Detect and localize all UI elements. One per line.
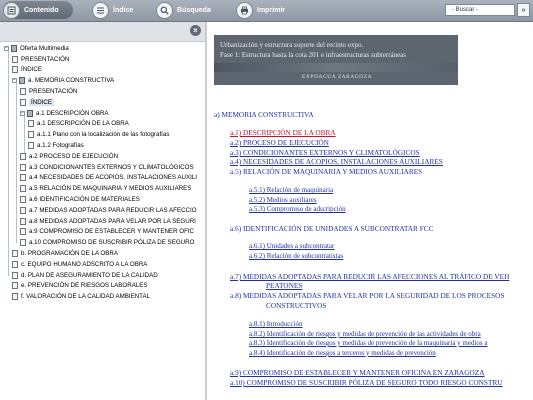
document-pane [209,22,533,400]
contenido-label: Contenido [24,6,59,14]
page-icon [28,120,34,127]
page-icon [28,142,34,149]
document-banner [214,35,458,85]
imprimir-button[interactable] [236,1,285,20]
link-a9[interactable]: a.9) COMPROMISO DE ESTABLECER Y MANTENER OFICINA EN ZARAGOZA [230,368,485,377]
book-icon [19,77,25,84]
toc-pane [0,22,207,400]
page-icon [20,207,26,214]
heading-a8: a.8) MEDIDAS ADOPTADAS PARA VELAR POR LA SEGURIDAD DE LOS PROCESOS [230,291,505,300]
page-icon [20,185,26,192]
tree-item-a2[interactable]: a.2 PROCESO DE EJECUCIÓN [0,151,207,162]
page-icon [20,153,26,160]
tree-item-memoria-indice[interactable]: ÍNDICE [0,97,207,108]
tree-item-a4[interactable]: a.4 NECESIDADES DE ACOPIOS. INSTALACIONES AUXILI [0,173,207,184]
page-icon [20,196,26,203]
main-toolbar [0,0,533,22]
page-icon [12,272,18,279]
link-a3[interactable]: a.3) CONDICIONANTES EXTERNOS Y CLIMATOLÓGICOS [230,148,420,157]
page-icon [20,218,26,225]
book-icon [27,110,33,117]
tree-item-a11-plano[interactable]: a.1.1 Plano con la localización de las fotografías [0,129,207,140]
page-icon [12,250,18,257]
close-icon[interactable]: × [190,25,201,36]
tree-item-indice[interactable]: ÍNDICE [0,65,207,76]
toc-header [0,22,205,42]
link-a84[interactable]: a.8.4) Identificación de riesgos a terceros y medidas de prevención [249,349,436,357]
page-icon [20,88,26,95]
imprimir-label: Imprimir [257,7,286,14]
banner-image [214,63,458,72]
tree-item-a8[interactable]: a.8 MEDIDAS ADOPTADAS PARA VELAR POR LA SEGURI [0,216,207,227]
tree-item-presentacion[interactable]: PRESENTACIÓN [0,54,207,65]
page-icon [12,66,18,73]
page-icon [12,261,18,268]
tree-item-a10[interactable]: a.10 COMPROMISO DE SUSCRIBIR PÓLIZA DE SEGURO [0,237,207,248]
tree-item-a7[interactable]: a.7 MEDIDAS ADOPTADAS PARA REDUCIR LAS AFECCIO [0,205,207,216]
link-a7[interactable]: a.7) MEDIDAS ADOPTADAS PARA REDUCIR LAS AFECCIONES AL TRÁFICO DE VEH [230,272,510,281]
toc-tree [0,43,207,302]
link-a51[interactable]: a.5.1) Relación de maquinaria [249,186,334,194]
tree-item-f-ambiental[interactable]: f. VALORACIÓN DE LA CALIDAD AMBIENTAL [0,291,207,302]
link-a53[interactable]: a.5.3) Compromiso de adscripción [249,205,346,213]
link-a52[interactable]: a.5.2) Medios auxiliares [249,196,317,204]
tree-item-c-equipo[interactable]: c. EQUIPO HUMANO ADSCRITO A LA OBRA [0,259,207,270]
search-input[interactable]: - Buscar - [445,4,515,16]
link-a2[interactable]: a.2) PROCESO DE EJECUCIÓN [230,138,329,147]
tree-item-a6[interactable]: a.6 IDENTIFICACIÓN DE MATERIALES [0,194,207,205]
contents-icon [3,2,20,19]
tree-item-a12-fotografias[interactable]: a.1.2 Fotografías [0,140,207,151]
link-a1[interactable]: a.1) DESCRIPCIÓN DE LA OBRA [230,128,336,137]
search-go-button[interactable]: » [517,3,530,17]
index-icon [92,2,109,19]
tree-item-memoria-constructiva[interactable]: − a. MEMORIA CONSTRUCTIVA [13,77,115,85]
link-a61[interactable]: a.6.1) Unidades a subcontratar [249,242,335,250]
tree-item-memoria-presentacion[interactable]: PRESENTACIÓN [0,86,207,97]
tree-item-a5[interactable]: a.5 RELACIÓN DE MAQUINARIA Y MEDIOS AUXILIARES [0,183,207,194]
link-a81[interactable]: a.8.1) Introducción [249,320,303,328]
busqueda-label: Búsqueda [177,7,211,14]
link-a4[interactable]: a.4) NECESIDADES DE ACOPIOS, INSTALACIONES AUXILIARES [230,157,443,166]
page-icon [20,164,26,171]
page-icon [12,293,18,300]
book-icon [11,45,17,52]
link-a82[interactable]: a.8.2) Identificación de riesgos y medidas de prevención de las actividades de obra [249,330,481,338]
link-a83[interactable]: a.8.3) Identificación de riesgos y medidas de prevención de la maquinaria y medios a [249,339,488,347]
search-icon [156,2,173,19]
indice-tab[interactable] [92,1,133,20]
heading-a8-cont: CONSTRUCTIVOS [266,301,327,310]
page-icon [28,131,34,138]
tree-item-a9[interactable]: a.9 COMPROMISO DE ESTABLECER Y MANTENER OFIC [0,227,207,238]
contenido-tab[interactable] [3,1,73,19]
banner-subtitle: Fase 1: Estructura hasta la cota 201 e infraestructuras subterráneas [220,51,407,59]
link-a7-cont[interactable]: PEATONES [266,281,303,290]
page-icon [20,99,26,106]
page-icon [20,239,26,246]
link-a10[interactable]: a.10) COMPROMISO DE SUSCRIBIR PÓLIZA DE SEGURO TODO RIESGO CONSTRU [230,378,503,387]
tree-item-e-prevencion[interactable]: e. PREVENCIÓN DE RIESGOS LABORALES [0,281,207,292]
busqueda-tab[interactable] [156,1,211,20]
tree-item-a1-descripcion[interactable]: a.1 DESCRIPCIÓN DE LA OBRA [0,119,207,130]
page-icon [20,228,26,235]
tree-item-a1-descripcion-obra[interactable]: − a.1 DESCRIPCIÓN OBRA [21,109,109,117]
heading-a5: a.5) RELACIÓN DE MAQUINARIA Y MEDIOS AUXILIARES [230,167,423,176]
tree-item-b-programacion[interactable]: b. PROGRAMACIÓN DE LA OBRA [0,248,207,259]
page-icon [12,56,18,63]
heading-a6: a.6) IDENTIFICACIÓN DE UNIDADES A SUBCONTRATAR FCC [230,224,434,233]
banner-title: Urbanización y estructura soporte del recinto expo. [220,41,364,49]
banner-caption: EXPOAGUA ZARAGOZA [302,74,373,80]
link-a62[interactable]: a.6.2) Relación de subcontratistas [249,252,344,260]
tree-item-oferta-multimedia[interactable]: − Oferta Multimedia [5,44,69,52]
page-icon [20,174,26,181]
printer-icon [236,2,253,19]
section-heading: a) MEMORIA CONSTRUCTIVA [214,110,314,119]
indice-label: Índice [113,7,134,14]
tree-item-a3[interactable]: a.3 CONDICIONANTES EXTERNOS Y CLIMATOLÓGICOS [0,162,207,173]
page-icon [12,282,18,289]
tree-item-d-calidad[interactable]: d. PLAN DE ASEGURAMIENTO DE LA CALIDAD [0,270,207,281]
